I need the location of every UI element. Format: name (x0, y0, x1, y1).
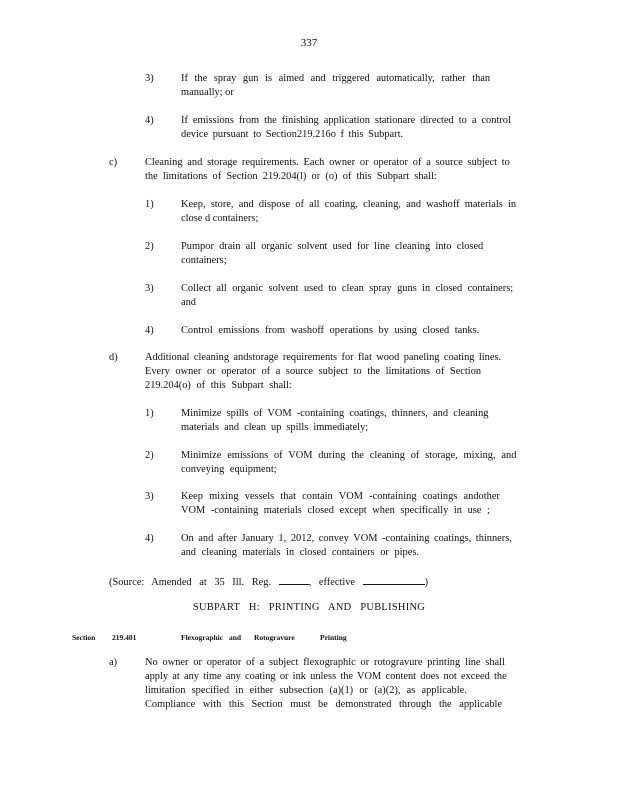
item-line: Additional cleaning andstorage requirements for flat wood paneling coating lines. (145, 352, 502, 363)
item-marker: 2) (145, 241, 154, 252)
item-marker: 1) (145, 199, 154, 210)
item-line: device pursuant to Section219.216o f this Subpart. (181, 129, 404, 140)
item-line: Collect all organic solvent used to clean spray guns in closed containers; (181, 283, 514, 294)
item-line: close d containers; (181, 213, 259, 224)
section-title-part: Flexographic (181, 633, 224, 642)
source-note-middle: , effective (308, 577, 356, 588)
item-line: Control emissions from washoff operations by using closed tanks. (181, 325, 480, 336)
item-line: limitation specified in either subsection (a)(1) or (a)(2), as applicable. (145, 685, 467, 696)
subpart-heading: SUBPART H: PRINTING AND PUBLISHING (192, 602, 426, 613)
section-title-part: Rotogravure (254, 633, 295, 642)
item-marker: 4) (145, 325, 154, 336)
item-line: VOM -containing materials closed except when specifically in use ; (181, 505, 490, 516)
item-line: Cleaning and storage requirements. Each owner or operator of a source subject to (145, 157, 510, 168)
item-line: materials and clean up spills immediately; (181, 422, 369, 433)
item-marker: a) (109, 657, 118, 668)
page-number: 337 (300, 37, 318, 49)
item-line: No owner or operator of a subject flexographic or rotogravure printing line shall (145, 657, 505, 668)
item-line: the limitations of Section 219.204(l) or (o) of this Subpart shall: (145, 171, 437, 182)
item-line: manually; or (181, 87, 234, 98)
item-marker: 4) (145, 533, 154, 544)
item-marker: 3) (145, 491, 154, 502)
item-marker: c) (109, 157, 118, 168)
item-line: Every owner or operator of a source subject to the limitations of Section (145, 366, 482, 377)
item-line: On and after January 1, 2012, convey VOM -containing coatings, thinners, (181, 533, 512, 544)
item-marker: 3) (145, 283, 154, 294)
item-line: Minimize emissions of VOM during the cleaning of storage, mixing, and (181, 450, 517, 461)
section-title-part: Printing (320, 633, 347, 642)
item-line: Compliance with this Section must be demonstrated through the applicable (145, 699, 502, 710)
item-marker: 1) (145, 408, 154, 419)
section-label: Section (72, 633, 96, 642)
item-line: Pumpor drain all organic solvent used for line cleaning into closed (181, 241, 484, 252)
source-note-suffix: ) (424, 577, 429, 588)
item-line: conveying equipment; (181, 464, 277, 475)
item-line: If emissions from the finishing application stationare directed to a control (181, 115, 511, 126)
blank-line (279, 574, 309, 585)
item-line: Minimize spills of VOM -containing coatings, thinners, and cleaning (181, 408, 489, 419)
source-note-prefix: (Source: Amended at 35 Ill. Reg. (109, 577, 272, 588)
item-marker: 4) (145, 115, 154, 126)
item-line: and cleaning materials in closed containers or pipes. (181, 547, 419, 558)
item-line: 219.204(o) of this Subpart shall: (145, 380, 292, 391)
item-marker: 3) (145, 73, 154, 84)
item-line: Keep, store, and dispose of all coating, cleaning, and washoff materials in (181, 199, 517, 210)
item-line: If the spray gun is aimed and triggered automatically, rather than (181, 73, 491, 84)
item-marker: 2) (145, 450, 154, 461)
section-title-part: and (229, 633, 242, 642)
item-line: apply at any time any coating or ink unless the VOM content does not exceed the (145, 671, 507, 682)
item-line: and (181, 297, 197, 308)
blank-line (363, 574, 425, 585)
item-line: Keep mixing vessels that contain VOM -containing coatings andother (181, 491, 500, 502)
section-number: 219.401 (112, 633, 137, 642)
source-note (109, 574, 428, 590)
item-line: containers; (181, 255, 227, 266)
item-marker: d) (109, 352, 118, 363)
